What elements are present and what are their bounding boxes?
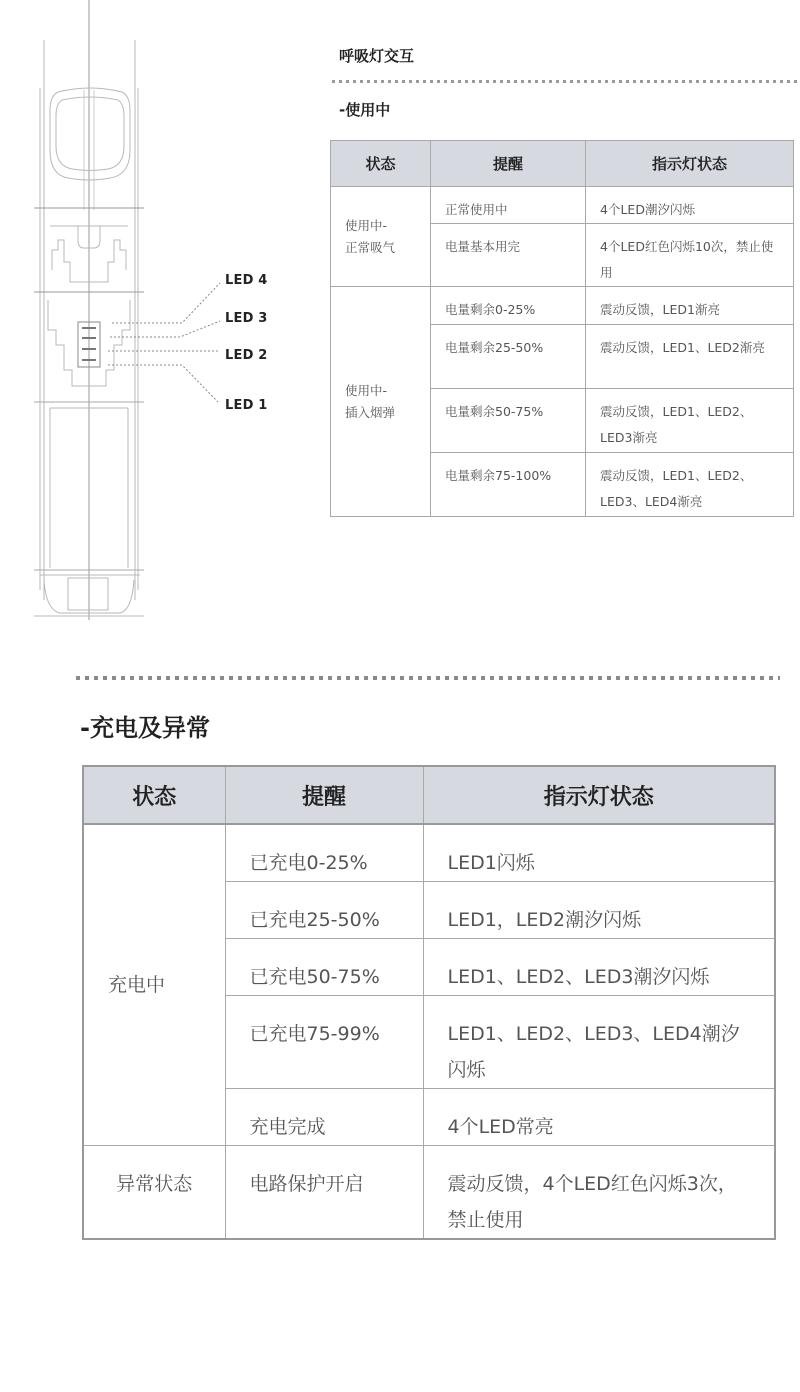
in-use-table — [330, 140, 794, 517]
state-line: 插入烟弹 — [345, 404, 396, 420]
indicator-cell: 4个LED常亮 — [423, 1089, 775, 1146]
indicator-cell: 震动反馈，LED1、LED2渐亮 — [586, 325, 794, 389]
reminder-cell: 电量剩余25-50% — [431, 325, 586, 389]
reminder-cell: 已充电50-75% — [225, 939, 423, 996]
table-row — [83, 824, 775, 882]
charging-table — [82, 765, 776, 1240]
state-line: 使用中- — [345, 217, 388, 233]
section-title-in-use: -使用中 — [339, 101, 391, 119]
indicator-cell: LED1、LED2、LED3、LED4潮汐闪烁 — [423, 996, 775, 1089]
reminder-cell: 已充电75-99% — [225, 996, 423, 1089]
reminder-cell: 正常使用中 — [431, 187, 586, 224]
led-3-label: LED 3 — [225, 311, 268, 326]
column-header-reminder: 提醒 — [225, 766, 423, 824]
page-title: 呼吸灯交互 — [339, 47, 415, 65]
column-header-indicator: 指示灯状态 — [586, 141, 794, 187]
indicator-cell: 震动反馈，LED1、LED2、LED3渐亮 — [586, 389, 794, 453]
column-header-indicator: 指示灯状态 — [423, 766, 775, 824]
table-row — [331, 287, 794, 325]
indicator-cell: 震动反馈，LED1渐亮 — [586, 287, 794, 325]
reminder-cell: 电路保护开启 — [225, 1146, 423, 1240]
state-cell: 异常状态 — [83, 1146, 225, 1240]
indicator-cell: LED1闪烁 — [423, 824, 775, 882]
state-line: 使用中- — [345, 382, 388, 398]
section-title-charging: -充电及异常 — [80, 714, 210, 742]
led-2-label: LED 2 — [225, 348, 268, 363]
table-row — [83, 1146, 775, 1240]
table-header-row — [331, 141, 794, 187]
reminder-cell: 已充电0-25% — [225, 824, 423, 882]
column-header-state: 状态 — [331, 141, 431, 187]
indicator-cell: 震动反馈，4个LED红色闪烁3次，禁止使用 — [423, 1146, 775, 1240]
column-header-reminder: 提醒 — [431, 141, 586, 187]
state-cell: 充电中 — [83, 824, 225, 1146]
dotted-divider — [332, 80, 800, 83]
reminder-cell: 电量基本用完 — [431, 224, 586, 287]
led-1-label: LED 1 — [225, 398, 268, 413]
device-schematic-drawing — [0, 0, 320, 640]
indicator-cell: 震动反馈，LED1、LED2、LED3、LED4渐亮 — [586, 453, 794, 517]
state-cell — [331, 287, 431, 517]
reminder-cell: 充电完成 — [225, 1089, 423, 1146]
indicator-cell: LED1、LED2、LED3潮汐闪烁 — [423, 939, 775, 996]
dotted-divider — [76, 676, 780, 680]
indicator-cell: 4个LED潮汐闪烁 — [586, 187, 794, 224]
reminder-cell: 电量剩余75-100% — [431, 453, 586, 517]
indicator-cell: 4个LED红色闪烁10次，禁止使用 — [586, 224, 794, 287]
state-line: 正常吸气 — [345, 239, 396, 255]
table-header-row — [83, 766, 775, 824]
reminder-cell: 电量剩余50-75% — [431, 389, 586, 453]
device-outline-icon — [0, 0, 320, 640]
table-row — [331, 187, 794, 224]
reminder-cell: 已充电25-50% — [225, 882, 423, 939]
state-cell — [331, 187, 431, 287]
column-header-state: 状态 — [83, 766, 225, 824]
reminder-cell: 电量剩余0-25% — [431, 287, 586, 325]
led-4-label: LED 4 — [225, 273, 268, 288]
indicator-cell: LED1，LED2潮汐闪烁 — [423, 882, 775, 939]
